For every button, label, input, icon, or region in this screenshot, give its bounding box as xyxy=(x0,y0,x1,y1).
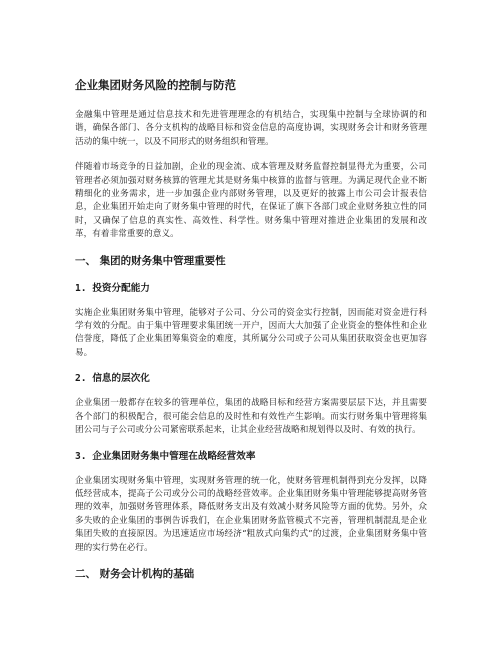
subsection-3-paragraph: 企业集团实现财务集中管理，实现财务管理的统一化，使财务管理机制得到充分发挥，以降低经营成本，提高子公司或分公司的战略经营效率。企业集团财务集中管理能够提高财务管理的效率，加强财务管理体系，降低财务支出及有效减小财务风险等方面的优势。另外，众多失败的企业集团的事例告诉我们，在企业集团财务监管模式不完善，管理机制混乱是企业集团失败的直接原因。为迅速适应市场经济“粗放式向集约式”的过渡，企业集团财务集中管理的实行势在必行。 xyxy=(75,475,427,553)
subsection-1-paragraph: 实施企业集团财务集中管理，能够对子公司、分公司的资金实行控制，因而能对资金进行科学有效的分配。由于集中管理要求集团统一开户，因而大大加强了企业资金的整体性和企业信誉度，降低了企业集团筹集资金的难度，其所属分公司或子公司从集团获取资金也更加容易。 xyxy=(75,307,427,358)
document-title: 企业集团财务风险的控制与防范 xyxy=(75,78,236,92)
section-heading-1: 一、 集团的财务集中管理重要性 xyxy=(75,254,226,267)
subsection-heading-1: 1. 投资分配能力 xyxy=(75,282,150,294)
subsection-heading-3: 3. 企业集团财务集中管理在战略经营效率 xyxy=(75,450,256,462)
subsection-heading-2: 2. 信息的层次化 xyxy=(75,373,150,385)
intro-paragraph-2: 伴随着市场竞争的日益加剧，企业的现金流、成本管理及财务监督控制显得尤为重要，公司管理者必须加强对财务核算的管理尤其是财务集中核算的监督与管理。为满足现代企业不断精细化的业务需求，进一步加强企业内部财务管理，以及更好的披露上市公司会计报表信息，企业集团开始走向了财务集中管理的时代，在保证了旗下各部门或企业财务独立性的同时，又确保了信息的真实性、高效性、科学性。财务集中管理对推进企业集团的发展和改革，有着非常重要的意义。 xyxy=(75,162,427,240)
section-heading-2: 二、 财务会计机构的基础 xyxy=(75,567,195,580)
subsection-2-paragraph: 企业集团一般都存在较多的管理单位，集团的战略目标和经营方案需要层层下达，并且需要各个部门的积极配合，很可能会信息的及时性和有效性产生影响。而实行财务集中管理将集团公司与子公司或分公司紧密联系起来，让其企业经营战略和规划得以及时、有效的执行。 xyxy=(75,398,427,436)
document-page xyxy=(75,78,427,595)
intro-paragraph-1: 金融集中管理是通过信息技术和先进管理理念的有机结合，实现集中控制与全球协调的和谐，确保各部门、各分支机构的战略目标和资金信息的高度协调，实现财务会计和财务管理活动的集中统一，以及不同形式的财务组织和管理。 xyxy=(75,110,427,147)
